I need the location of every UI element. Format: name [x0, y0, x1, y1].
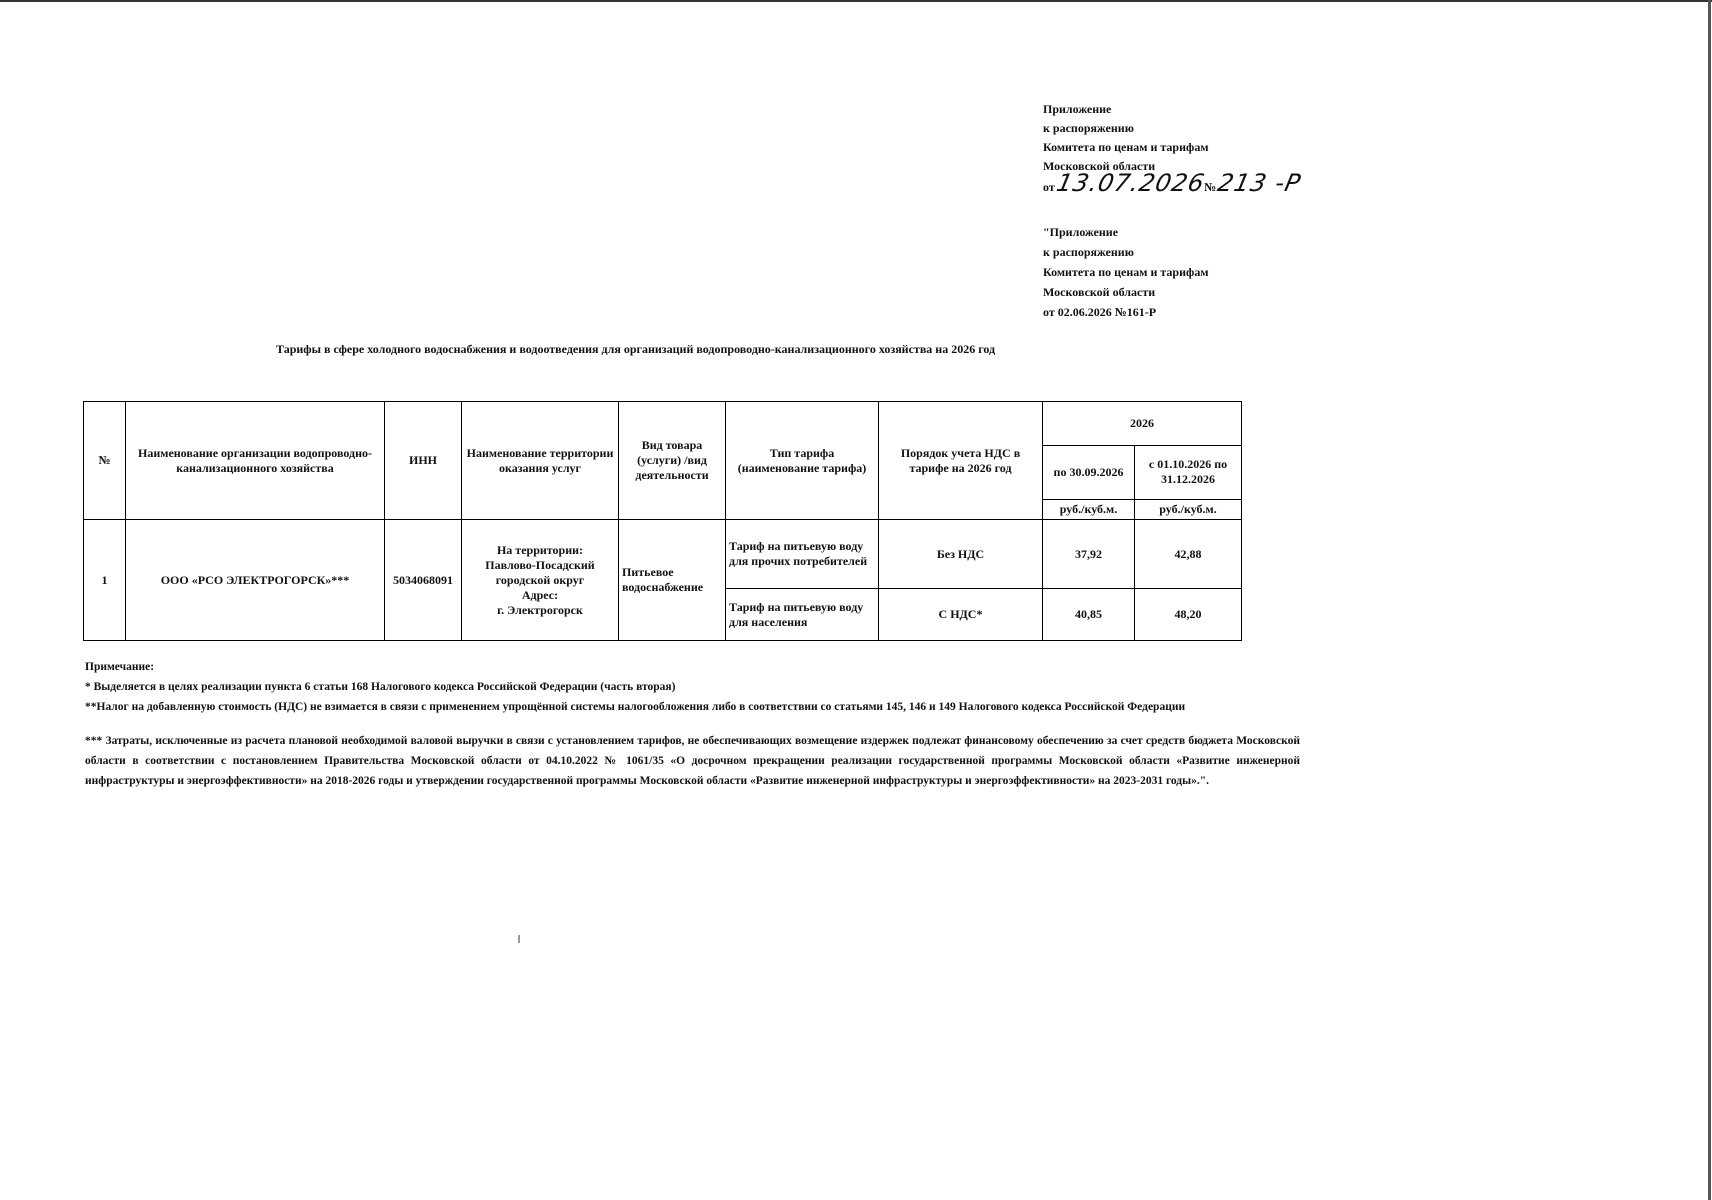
header-line: к распоряжению	[1043, 121, 1134, 135]
sign-no: №	[1204, 180, 1217, 194]
tariff-table	[83, 401, 1242, 641]
notes-heading: Примечание:	[85, 661, 155, 673]
scan-border-right	[1708, 0, 1711, 1200]
table-row	[84, 520, 1242, 589]
cell-price-1: 37,92	[1043, 520, 1135, 589]
header-line: от 02.06.2026 №161-Р	[1043, 305, 1157, 319]
cell-tariff-type: Тариф на питьевую воду для прочих потребителей	[726, 520, 879, 589]
header-period-2: с 01.10.2026 по 31.12.2026	[1135, 445, 1242, 499]
cell-territory	[462, 520, 619, 641]
handwritten-order-number	[1043, 169, 1304, 204]
header-unit-1: руб./куб.м.	[1043, 499, 1135, 519]
header-line: к распоряжению	[1043, 245, 1134, 259]
document-title: Тарифы в сфере холодного водоснабжения и водоотведения для организаций водопроводно-канализационного хозяйства на 2026 год	[276, 342, 996, 356]
header-no: №	[84, 402, 126, 520]
note-3: *** Затраты, исключенные из расчета плановой необходимой валовой выручки в связи с установлением тарифов, не обеспечивающих возмещение издержек подлежат финансовому обеспечению за счет средств бюджета Московской области в соответствии с постановлением Правительства Московской области от 04.10.2022 № 1061/35 «О досрочном прекращении реализации государственной программы Московской области «Развитие инженерной инфраструктуры и энергоэффективности» на 2018-2026 годы и утверждении государственной программы Московской области «Развитие инженерной инфраструктуры и энергоэффективности» на 2023-2031 годы».".	[85, 735, 1300, 787]
cell-price-1: 40,85	[1043, 589, 1135, 641]
header-unit-2: руб./куб.м.	[1135, 499, 1242, 519]
cell-price-2: 48,20	[1135, 589, 1242, 641]
handwritten-date: 13.07.2026	[1053, 169, 1208, 197]
appendix-header	[1043, 100, 1304, 204]
header-vat: Порядок учета НДС в тарифе на 2026 год	[879, 402, 1043, 520]
header-line: Приложение	[1043, 102, 1112, 116]
header-line: Комитета по ценам и тарифам	[1043, 265, 1209, 279]
header-territory: Наименование территории оказания услуг	[462, 402, 619, 520]
header-line: "Приложение	[1043, 225, 1119, 239]
note-1: * Выделяется в целях реализации пункта 6 статьи 168 Налогового кодекса Российской Федерации (часть вторая)	[85, 681, 676, 693]
cell-vat: Без НДС	[879, 520, 1043, 589]
header-goods: Вид товара (услуги) /вид деятельности	[619, 402, 726, 520]
cell-inn: 5034068091	[385, 520, 462, 641]
cell-org: ООО «РСО ЭЛЕКТРОГОРСК»***	[126, 520, 385, 641]
header-tariff-type: Тип тарифа (наименование тарифа)	[726, 402, 879, 520]
header-line: Комитета по ценам и тарифам	[1043, 140, 1209, 154]
territory-line: На территории:	[496, 542, 584, 557]
header-line: Московской области	[1043, 285, 1156, 299]
cell-vat: С НДС*	[879, 589, 1043, 641]
original-appendix-header	[1043, 222, 1209, 322]
scan-speck	[518, 935, 520, 943]
note-2: **Налог на добавленную стоимость (НДС) не взимается в связи с применением упрощённой системы налогообложения либо в соответствии со статьями 145, 146 и 149 Налогового кодекса Российской Федерации	[85, 701, 1186, 713]
cell-no: 1	[84, 520, 126, 641]
handwritten-number: 213 -Р	[1215, 169, 1304, 197]
header-org: Наименование организации водопроводно-канализационного хозяйства	[126, 402, 385, 520]
header-period-1: по 30.09.2026	[1043, 445, 1135, 499]
cell-goods: Питьевое водоснабжение	[619, 520, 726, 641]
scan-border-top	[0, 0, 1712, 2]
header-inn: ИНН	[385, 402, 462, 520]
territory-line: г. Электрогорск	[497, 602, 583, 617]
cell-tariff-type: Тариф на питьевую воду для населения	[726, 589, 879, 641]
territory-line: Павлово-Посадский городской округ	[485, 557, 595, 587]
territory-line: Адрес:	[521, 587, 559, 602]
header-line: Московской области	[1043, 159, 1156, 173]
cell-price-2: 42,88	[1135, 520, 1242, 589]
sign-prefix: от	[1043, 180, 1055, 194]
notes-section	[85, 661, 1300, 791]
header-year: 2026	[1043, 402, 1242, 446]
